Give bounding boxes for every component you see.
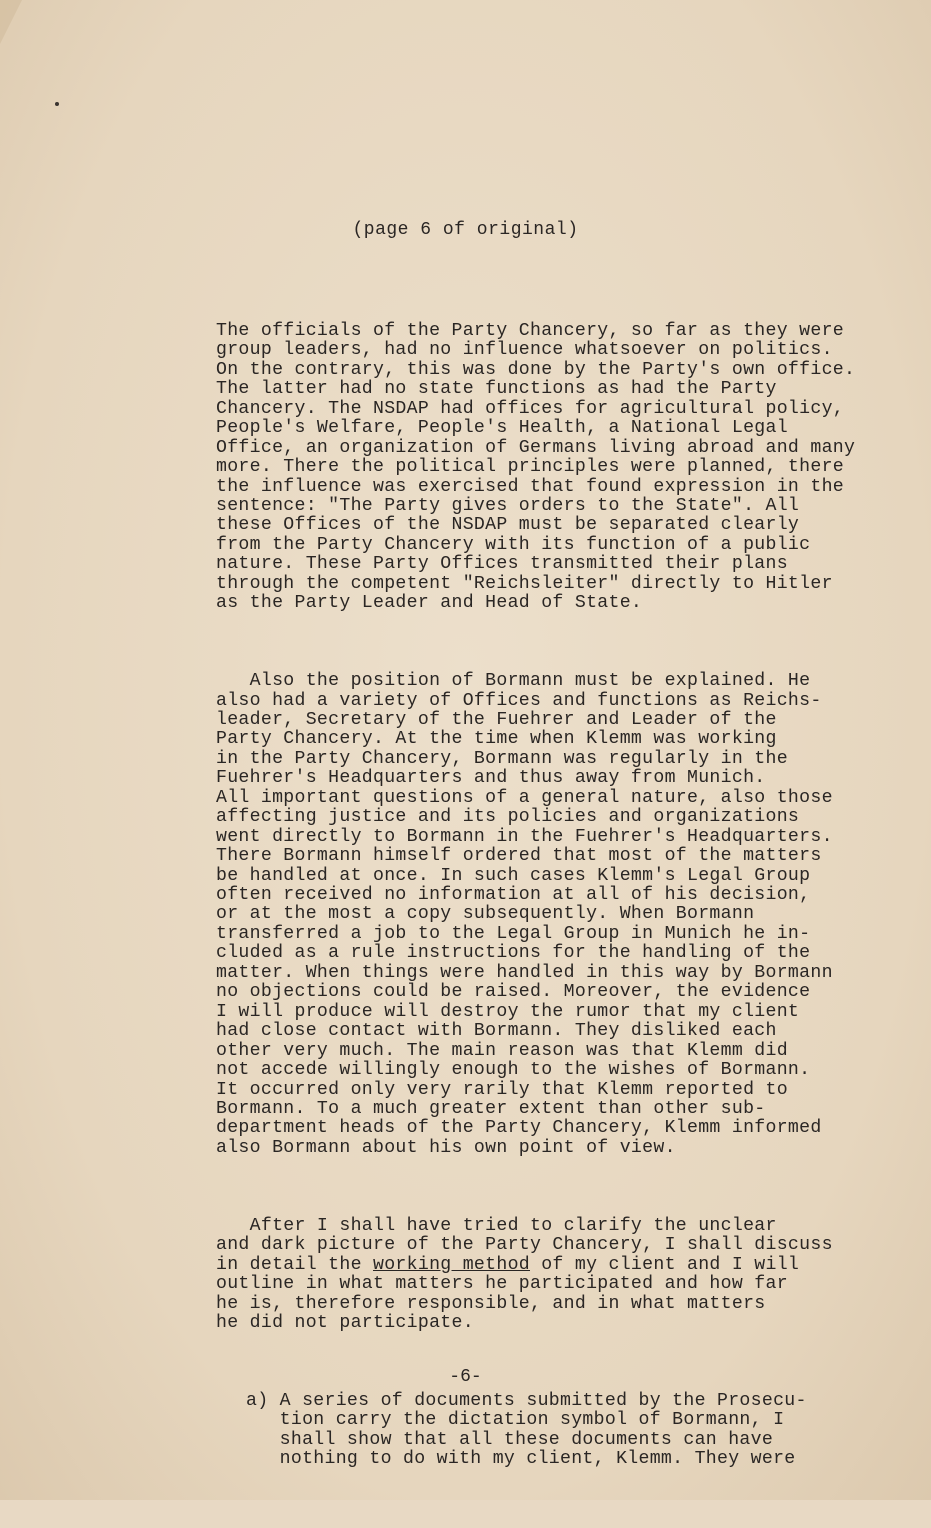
paragraph-party-offices — [216, 322, 888, 614]
text-line: department heads of the Party Chancery, Klemm informed — [216, 1118, 822, 1139]
text-line: It occurred only very rarily that Klemm reported to — [216, 1079, 788, 1100]
paper-mark — [55, 102, 59, 106]
text-line: People's Welfare, People's Health, a National Legal — [216, 418, 788, 439]
text-line: in the Party Chancery, Bormann was regularly in the — [216, 748, 788, 769]
text-line: from the Party Chancery with its function of a public — [216, 534, 811, 555]
text-line: shall show that all these documents can have — [246, 1429, 774, 1450]
text-line: be handled at once. In such cases Klemm's Legal Group — [216, 865, 811, 886]
paragraph-bormann-position — [216, 672, 888, 1158]
text-line: nothing to do with my client, Klemm. They were — [246, 1449, 796, 1470]
text-line: the influence was exercised that found expression in the — [216, 476, 844, 497]
text-line: or at the most a copy subsequently. When Bormann — [216, 904, 755, 925]
text-line: went directly to Bormann in the Fuehrer's Headquarters. — [216, 826, 833, 847]
text-line: other very much. The main reason was that Klemm did — [216, 1040, 788, 1061]
text-line: matter. When things were handled in this way by Bormann — [216, 962, 833, 983]
text-line: tion carry the dictation symbol of Bormann, I — [246, 1410, 785, 1431]
working-method-text-before: After I shall have tried to clarify the unclear and dark picture of the Party Chancery, I shall discuss in detail the — [216, 1215, 833, 1275]
working-method-text-after: of my client and I will outline in what matters he participated and how far he is, therefore responsible, and in what matters he did not participate. — [216, 1254, 800, 1333]
text-line: Party Chancery. At the time when Klemm was working — [216, 729, 777, 750]
text-line: affecting justice and its policies and organizations — [216, 807, 800, 828]
text-line: also Bormann about his own point of view. — [216, 1137, 676, 1158]
folded-corner — [0, 0, 22, 44]
text-line: The latter had no state functions as had the Party — [216, 379, 777, 400]
text-line: not accede willingly enough to the wishes of Bormann. — [216, 1060, 811, 1081]
text-line: a) A series of documents submitted by the Prosecu- — [246, 1390, 807, 1411]
text-line: often received no information at all of his decision, — [216, 885, 811, 906]
text-line: these Offices of the NSDAP must be separated clearly — [216, 515, 800, 536]
text-line: Bormann. To a much greater extent than other sub- — [216, 1099, 766, 1120]
text-line: had close contact with Bormann. They disliked each — [216, 1021, 777, 1042]
page-number: -6- — [449, 1367, 482, 1387]
original-page-reference: (page 6 of original) — [352, 220, 579, 240]
text-line: sentence: "The Party gives orders to the State". All — [216, 495, 800, 516]
text-line: The officials of the Party Chancery, so far as they were — [216, 320, 844, 341]
text-line: also had a variety of Offices and functions as Reichs- — [216, 690, 822, 711]
list-item-a — [246, 1392, 888, 1470]
paragraph-working-method — [216, 1217, 888, 1334]
text-line: transferred a job to the Legal Group in Munich he in- — [216, 923, 811, 944]
text-line: Fuehrer's Headquarters and thus away from Munich. — [216, 768, 766, 789]
text-line: more. There the political principles were planned, there — [216, 457, 844, 478]
text-line: nature. These Party Offices transmitted their plans — [216, 554, 788, 575]
text-line: I will produce will destroy the rumor that my client — [216, 1001, 800, 1022]
text-line: through the competent "Reichsleiter" directly to Hitler — [216, 573, 833, 594]
document-body — [216, 283, 888, 1528]
text-line: group leaders, had no influence whatsoever on politics. — [216, 340, 833, 361]
working-method-underlined: working method — [373, 1254, 530, 1275]
text-line: There Bormann himself ordered that most of the matters — [216, 846, 822, 867]
text-line: On the contrary, this was done by the Party's own office. — [216, 359, 856, 380]
text-line: leader, Secretary of the Fuehrer and Leader of the — [216, 709, 777, 730]
text-line: cluded as a rule instructions for the handling of the — [216, 943, 811, 964]
text-line: no objections could be raised. Moreover, the evidence — [216, 982, 811, 1003]
text-line: Also the position of Bormann must be explained. He — [216, 671, 811, 692]
text-line: Office, an organization of Germans living abroad and many — [216, 437, 856, 458]
text-line: All important questions of a general nature, also those — [216, 787, 833, 808]
text-line: Chancery. The NSDAP had offices for agricultural policy, — [216, 398, 844, 419]
text-line: as the Party Leader and Head of State. — [216, 593, 643, 614]
